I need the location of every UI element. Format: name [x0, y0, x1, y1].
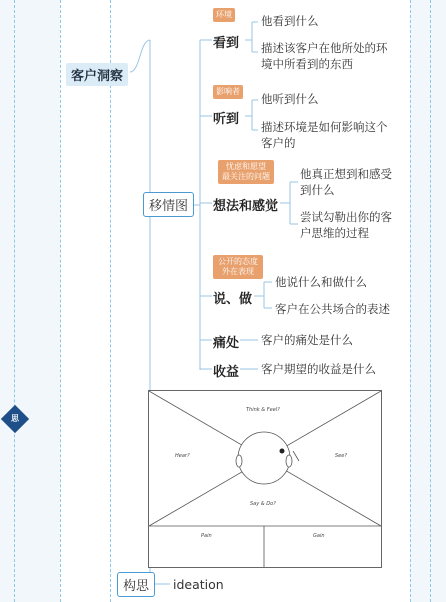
see-label: See?	[335, 453, 347, 459]
leaf-text: ideation	[173, 577, 224, 592]
topic-pain[interactable]: 痛处	[213, 336, 240, 351]
topic-see[interactable]: 看到	[213, 36, 240, 51]
leaf-text: 尝试勾勒出你的客户思维的过程	[300, 210, 392, 240]
pain-label: Pain	[201, 533, 212, 539]
think-feel-label: Think & Feel?	[246, 407, 280, 413]
leaf-text: 他真正想到和感受到什么	[300, 167, 392, 197]
marker-label: 思	[11, 414, 19, 423]
empathy-map-image	[148, 390, 382, 568]
leaf-text: 他听到什么	[261, 92, 319, 106]
topic-gain[interactable]: 收益	[213, 365, 240, 380]
hear-label: Hear?	[175, 453, 190, 459]
topic-hear[interactable]: 听到	[213, 112, 240, 127]
topic-think-feel[interactable]: 想法和感觉	[213, 199, 279, 214]
leaf-text: 他看到什么	[261, 14, 319, 28]
leaf-text: 客户期望的收益是什么	[261, 362, 376, 376]
say-do-label: Say & Do?	[250, 501, 276, 507]
leaf-text: 客户在公共场合的表述	[275, 302, 390, 316]
topic-tag: 公开的态度 外在表现	[213, 255, 263, 279]
leaf-text: 描述环境是如何影响这个客户的	[261, 120, 388, 150]
topic-tag: 影响者	[213, 85, 243, 99]
leaf-text: 客户的痛处是什么	[261, 333, 353, 347]
topic-tag: 忧虑和愿望 最关注的问题	[218, 160, 274, 184]
leaf-text: 描述该客户在他所处的环境中所看到的东西	[261, 41, 388, 71]
node-ideation[interactable]: 构思	[117, 572, 155, 597]
main-node-customer-insight[interactable]: 客户洞察	[66, 63, 128, 86]
topic-say-do[interactable]: 说、做	[213, 292, 253, 307]
node-empathy-map[interactable]: 移情图	[143, 192, 194, 217]
gain-label: Gain	[313, 533, 325, 539]
topic-tag: 环境	[213, 8, 235, 22]
empathy-map-drawing	[149, 391, 381, 567]
leaf-text: 他说什么和做什么	[275, 275, 367, 289]
